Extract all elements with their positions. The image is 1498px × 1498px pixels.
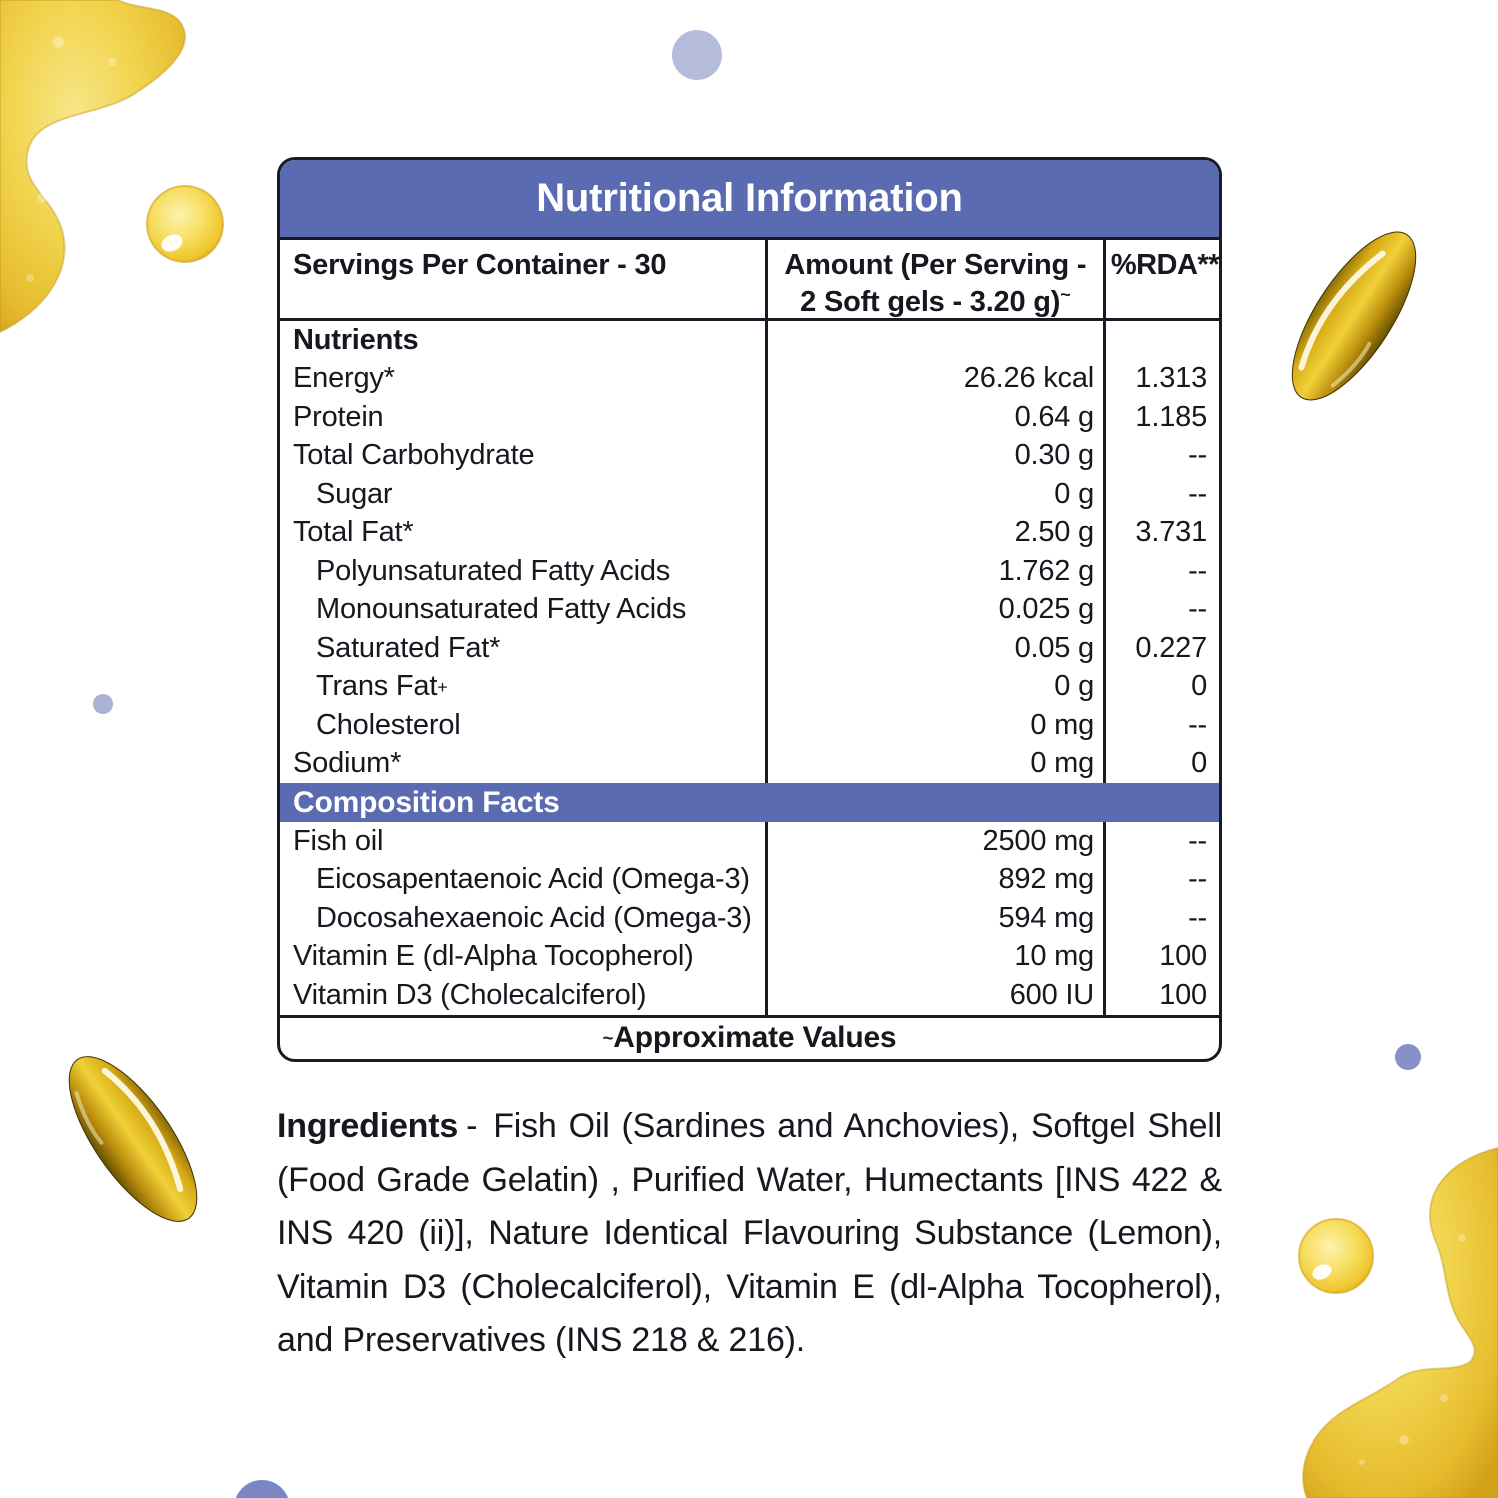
nutrient-rda: -- [1188, 593, 1207, 626]
nutrient-label: Eicosapentaenoic Acid (Omega-3) [280, 861, 768, 900]
ingredients-paragraph [277, 1100, 1222, 1368]
table-row [280, 591, 1219, 630]
nutrient-rda: -- [1188, 863, 1207, 896]
oil-droplet-bottom-right [1299, 1219, 1373, 1293]
table-header-row [280, 240, 1219, 321]
nutrient-amount: 26.26 kcal [768, 360, 1106, 399]
nutrient-rda: 0.227 [1135, 631, 1207, 664]
nutrient-rda: 0 [1191, 747, 1207, 780]
header-amount: Amount (Per Serving - 2 Soft gels - 3.20 g)~ [768, 240, 1106, 318]
table-title: Nutritional Information [280, 160, 1219, 240]
ingredients-text: Fish Oil (Sardines and Anchovies), Softgel Shell (Food Grade Gelatin) , Purified Water, Humectants [INS 422 & INS 420 (ii)], Nature Identical Flavouring Substance (Lemon), Vitamin D3 (Cholecalciferol), Vitamin E (dl-Alpha Tocopherol), and Preservatives (INS 218 & 216). [277, 1107, 1222, 1359]
section-band-composition-facts: Composition Facts [280, 783, 1219, 822]
nutrient-rda: -- [1188, 901, 1207, 934]
nutrient-amount: 0 mg [768, 745, 1106, 784]
table-row [280, 552, 1219, 591]
nutrient-label: Fish oil [280, 822, 768, 861]
table-row [280, 398, 1219, 437]
section-row-nutrients [280, 321, 1219, 360]
nutrient-rda: 1.313 [1135, 362, 1207, 395]
table-row [280, 938, 1219, 977]
nutrient-label: Vitamin E (dl-Alpha Tocopherol) [280, 938, 768, 977]
nutrient-label: Cholesterol [280, 706, 768, 745]
nutrient-rda: -- [1188, 554, 1207, 587]
ingredients-separator: - [466, 1107, 478, 1145]
nutrient-rda: -- [1188, 439, 1207, 472]
nutrient-rda: -- [1188, 477, 1207, 510]
nutrient-amount: 600 IU [768, 976, 1106, 1015]
nutrient-rda: 1.185 [1135, 400, 1207, 433]
table-row [280, 976, 1219, 1015]
table-row [280, 514, 1219, 553]
table-row [280, 437, 1219, 476]
nutrient-rda: 0 [1191, 670, 1207, 703]
lavender-dot-bottom [234, 1480, 290, 1498]
nutrient-rda: 100 [1159, 978, 1207, 1011]
table-row [280, 899, 1219, 938]
oil-splash-bottom-right [1303, 1148, 1498, 1498]
table-row [280, 360, 1219, 399]
table-row [280, 668, 1219, 707]
nutrient-amount: 0 g [768, 668, 1106, 707]
nutrient-rda: 3.731 [1135, 516, 1207, 549]
nutrient-label: Vitamin D3 (Cholecalciferol) [280, 976, 768, 1015]
nutrient-amount: 10 mg [768, 938, 1106, 977]
nutrient-amount: 2500 mg [768, 822, 1106, 861]
ingredients-label: Ingredients [277, 1107, 459, 1145]
nutrient-label: Total Carbohydrate [280, 437, 768, 476]
nutrient-amount: 1.762 g [768, 552, 1106, 591]
nutrient-label: Protein [280, 398, 768, 437]
nutrient-label: Total Fat* [280, 514, 768, 553]
nutrient-amount: 0.05 g [768, 629, 1106, 668]
nutrient-rda: -- [1188, 824, 1207, 857]
nutrient-amount: 892 mg [768, 861, 1106, 900]
nutrient-label: Monounsaturated Fatty Acids [280, 591, 768, 630]
nutrient-amount: 0.64 g [768, 398, 1106, 437]
table-row [280, 822, 1219, 861]
nutrient-amount: 594 mg [768, 899, 1106, 938]
table-row [280, 475, 1219, 514]
softgel-capsule-bottom-left [46, 1038, 220, 1241]
section-label: Nutrients [280, 321, 768, 360]
tilde-superscript: ~ [1060, 284, 1071, 305]
nutrient-label: Docosahexaenoic Acid (Omega-3) [280, 899, 768, 938]
nutrient-amount: 0 mg [768, 706, 1106, 745]
nutrient-label: Sugar [280, 475, 768, 514]
nutrient-amount: 0 g [768, 475, 1106, 514]
nutrient-label: Saturated Fat* [280, 629, 768, 668]
header-rda: %RDA** [1110, 249, 1219, 281]
nutrient-label: Trans Fat + [280, 668, 768, 707]
nutrient-amount: 2.50 g [768, 514, 1106, 553]
lavender-dot-top [672, 30, 722, 80]
nutrient-label: Sodium* [280, 745, 768, 784]
table-footer: ~ Approximate Values [280, 1015, 1219, 1059]
nutrient-rda: 100 [1159, 940, 1207, 973]
footer-text: Approximate Values [613, 1021, 897, 1054]
oil-droplet-top-left [147, 186, 223, 262]
nutrient-amount: 0.30 g [768, 437, 1106, 476]
nutrient-amount: 0.025 g [768, 591, 1106, 630]
table-row [280, 745, 1219, 784]
nutrient-label: Polyunsaturated Fatty Acids [280, 552, 768, 591]
oil-splash-top-left [0, 0, 185, 332]
nutrient-label: Energy* [280, 360, 768, 399]
lavender-dot-right [1395, 1044, 1421, 1070]
table-row [280, 629, 1219, 668]
header-servings: Servings Per Container - 30 [280, 240, 768, 318]
nutrient-rda: -- [1188, 708, 1207, 741]
table-row [280, 861, 1219, 900]
nutrition-table [277, 157, 1222, 1062]
softgel-capsule-right [1269, 214, 1438, 418]
table-row [280, 706, 1219, 745]
lavender-dot-left [93, 694, 113, 714]
